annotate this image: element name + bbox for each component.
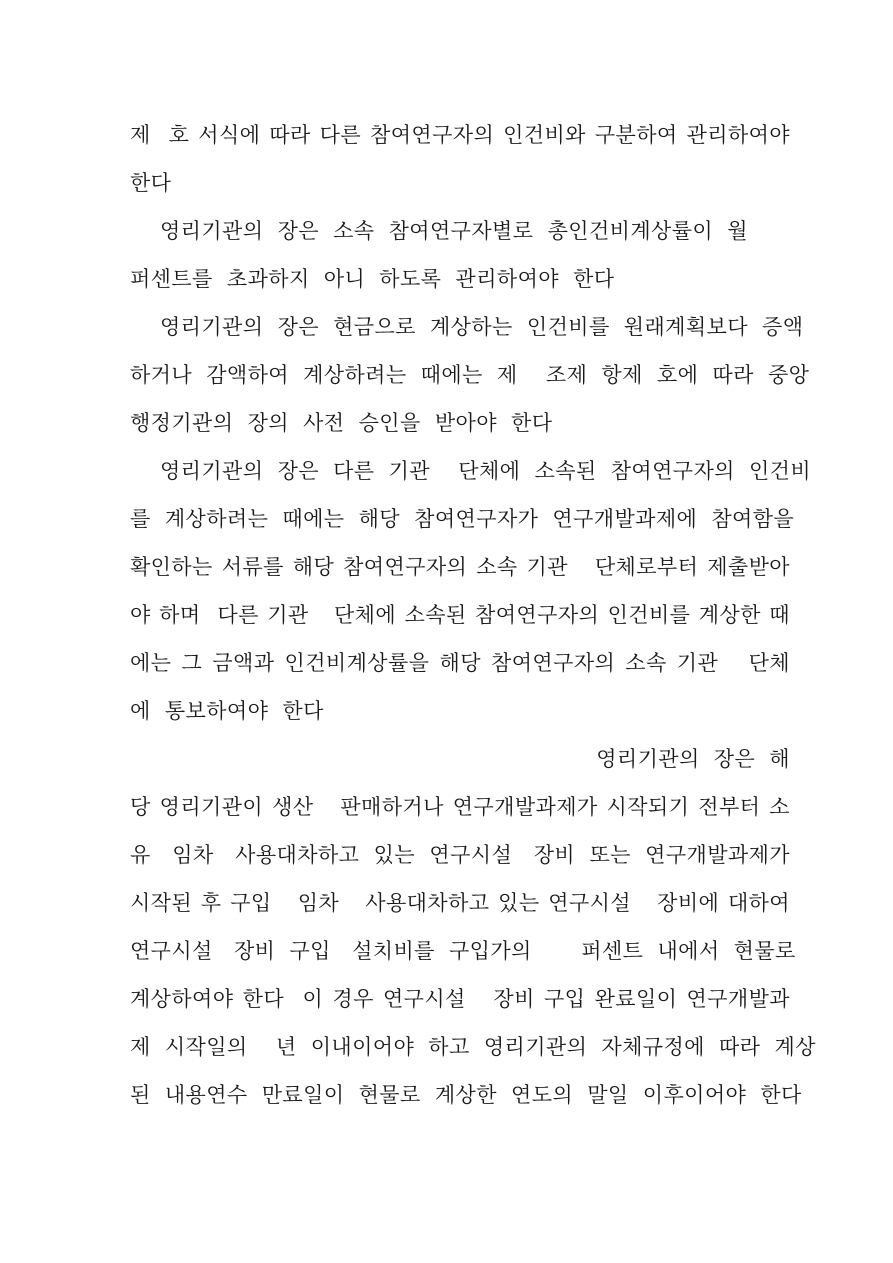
paragraph-start-line: 영리기관의 장은 다른 기관 단체에 소속된 참여연구자의 인건비 xyxy=(160,459,812,483)
text-line: 한다 xyxy=(130,171,172,195)
text-line: 계상하여야 한다 이 경우 연구시설 장비 구입 완료일이 연구개발과 xyxy=(130,987,790,1011)
text-line: 시작된 후 구입 임차 사용대차하고 있는 연구시설 장비에 대하여 xyxy=(130,891,790,915)
text-line: 하거나 감액하여 계상하려는 때에는 제 조제 항제 호에 따라 중앙 xyxy=(130,363,810,387)
text-line: 에는 그 금액과 인건비계상률을 해당 참여연구자의 소속 기관 단체 xyxy=(130,651,790,675)
paragraph-start-line: 영리기관의 장은 현금으로 계상하는 인건비를 원래계획보다 증액 xyxy=(160,315,804,339)
text-line: 연구시설 장비 구입 설치비를 구입가의 퍼센트 내에서 현물로 xyxy=(130,939,796,963)
text-line: 당 영리기관이 생산 판매하거나 연구개발과제가 시작되기 전부터 소 xyxy=(130,795,790,819)
text-line: 된 내용연수 만료일이 현물로 계상한 연도의 말일 이후이어야 한다 xyxy=(130,1083,802,1107)
text-line: 를 계상하려는 때에는 해당 참여연구자가 연구개발과제에 참여함을 xyxy=(130,507,795,531)
text-line: 퍼센트를 초과하지 아니 하도록 관리하여야 한다 xyxy=(130,267,615,291)
text-line: 제 시작일의 년 이내이어야 하고 영리기관의 자체규정에 따라 계상 xyxy=(130,1035,816,1059)
paragraph-start-line: 영리기관의 장은 해 xyxy=(596,747,790,771)
text-line: 유 임차 사용대차하고 있는 연구시설 장비 또는 연구개발과제가 xyxy=(130,843,790,867)
text-line: 행정기관의 장의 사전 승인을 받아야 한다 xyxy=(130,411,553,435)
text-line: 확인하는 서류를 해당 참여연구자의 소속 기관 단체로부터 제출받아 xyxy=(130,555,790,579)
text-line: 야 하며 다른 기관 단체에 소속된 참여연구자의 인건비를 계상한 때 xyxy=(130,603,790,627)
text-line: 제 호 서식에 따라 다른 참여연구자의 인건비와 구분하여 관리하여야 xyxy=(130,123,790,147)
paragraph-start-line: 영리기관의 장은 소속 참여연구자별로 총인건비계상률이 월 xyxy=(160,219,748,243)
text-line: 에 통보하여야 한다 xyxy=(130,699,324,723)
